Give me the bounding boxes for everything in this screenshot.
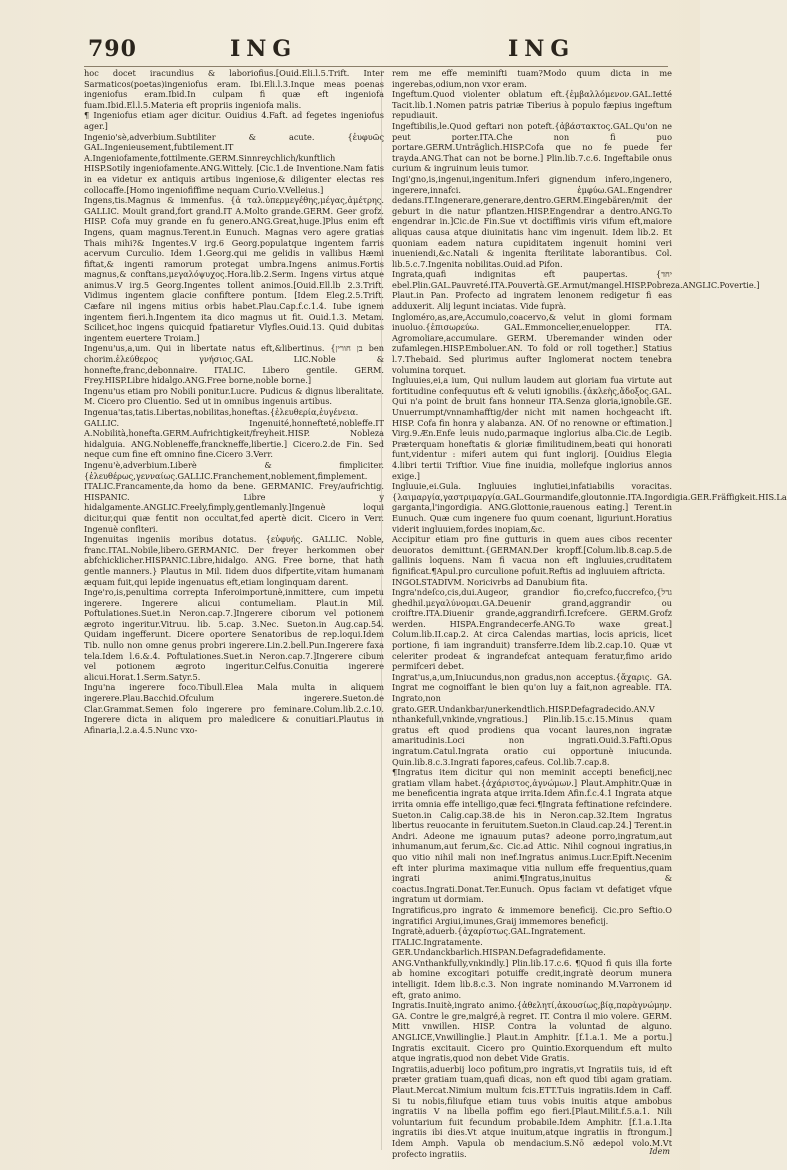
entry: Ingratè,aduerb.{ἀχαρίστως.GAL.Ingratement. ITALIC.Ingratamente. GER.Undanckbarlich.HISPAN.Defagradefidamente. ANG.Vnthankfully,vnkindly.] Plin.lib.17.c.6. ¶Quod fi quis illa forte ab homine excogitari potuiffe credit,ingratè deorum munera intelligit. Idem lib.8.c.3. Non ingrate nominando M.Varronem id eft, grato animo.: [392, 926, 672, 1000]
entry: ¶ Ingeniofus etiam ager dicitur. Ouidius 4.Faft. ad fegetes ingeniofus ager.]: [84, 110, 384, 131]
entry: Ingenuitas ingeniis moribus dotatus. {εὐφυής. GALLIC. Noble, franc.ITAL.Nobile,libero.GERMANIC. Der freyer herkommen ober abfchicklicher.HISPANIC.Libre,hidalgo. ANG. Free borne, that hath gentle manners.} Plautus in Mil. Iidem duos difpertite,vitam humanam æquam fuit,qui lepide ingenuatus eft,etiam longinquam darent.: [84, 534, 384, 587]
entry: rem me effe meminifti tuam?Modo quum dicta in me ingerebas,odium,non vxor eram.: [392, 68, 672, 89]
entry: Accipitur etiam pro fine gutturis in quem aues cibos recenter deuoratos demittunt.{GERMAN.Der kropff.[Colum.lib.8.cap.5.de gallinis loquens. Nam fi vacua non eft ingluuies,cruditatem fignificat.¶Apul.pro curculione pofuit.Reftis ad ingluuiem aftricta.: [392, 534, 672, 576]
right-column: [392, 68, 787, 1159]
entry: Ingrata,quafi indignitas eft paupertas. {יחד ebel.Plin.GAL.Pauvreté.ITA.Pouvertà.GE.Armut/mangel.HISP.Pobreza.ANGLIC.Povertie.] Plaut.in Pan. Profecto ad ingratem lenonem redigetur fi eas adduxerit. Alij legunt inciatas. Vide fuprà.: [392, 269, 760, 312]
entry: ¶Ingratus item dicitur qui non meminit accepti beneficij,nec gratiam vllam habet.{ἀχάριστος,ἀγνώμων.] Plaut.Amphitr.Quæ in me beneficentia ingrata atque irrita.Idem Afin.f.c.4.1 Ingrata atque irrita omnia effe intelligo,quæ feci.¶Ingrata feftinatione refcindere. Sueton.in Calig.cap.38.de his in Neron.cap.32.Item Ingratus libertus reuocante in feruitutem.Sueton.in Claud.cap.24.] Terent.in Andri. Adeone me ignauum putas? adeone porro,ingratum,aut inhumanum,aut ferum,&c. Cic.ad Attic. Nihil cognoui ingratius,in quo vitio nihil mali non inef.Ingratus animus.Lucr.Epift.Necenim eft inter plurima maximaque vitia nullum effe frequentius,quam ingrati animi.¶Ingratus,inuitus & coactus.Ingrati.Donat.Ter.Eunuch. Opus faciam vt defatiget vfque ingratum ut dormiam.: [392, 767, 672, 905]
entry: hoc docet iracundius & laboriofius.[Ouid.Eli.l.5.Trift. Inter Sarmaticos(poetas)ingeniofus eram. Ibi.Eli.l.3.Inque meas poenas ingeniofus eram.Ibid.In culpam fi quæ eft ingeniofa fuam.Ibid.El.l.5.Materia eft propriis ingeniofa malis.: [84, 68, 384, 110]
entry: Ingeftibilis,le.Quod geftari non poteft.{ἀβάστακτος.GAL.Qu'on ne peut porter.ITA.Che non fi puo portare.GERM.Unträglich.HISP.Cofa que no fe puede fer trayda.ANG.That can not be borne.] Plin.lib.7.c.6. Ingeftabile onus curium & ingruinum leuis tumor.: [392, 120, 672, 174]
entry: Ingens,tis.Magnus & immenfus. {ἀ ταλ.ὑπερμεγέθης,μέγας,ἀμέτρης. GALLIC. Moult grand,fort grand.IT A.Molto grande.GERM. Geer grofz. HISP. Cofa muy grande en fu genero.ANG.Great,huge.]Plus enim eft Ingens, quam magnus.Terent.in Eunuch. Magnas vero agere gratias Thais mihi?& Ingentes.V irg.6 Georg.populatque ingentem farris acervum Curculio. Idem 1.Georg.qui me gelidis in vallibus Hæmi fiftat,& ingenti ramorum protegat umbra.Ingens animus.Fortis magnus,& conftans,μεγαλόψυχος.Hora.lib.2.Serm. Ingens virtus atque animus.V irg.5 Georg.Ingentes tollent animos.[Ouid.Ell.lb 2.3.Trift. Vidimus ingentem glacie confiftere pontum. [Idem Eleg.2.5.Trift. Cæfare nil ingens mitius orbis habet.Plau.Cap.f.c.1.4. Iube ignem ingentem fieri.h.Ingentem ita dico magnus ut fit. Ouid.1.3. Metam. Scilicet,hoc ingens quicquid fpatiaretur Vlyfles.Ouid.13. Quid dubitas ingentem euertere Troiam.]: [84, 195, 384, 343]
entry: Ingratis.Inuitè,ingrato animo.{ἀθελητί,ἀκουσίως,βίᾳ,παρὰγνώμην. GA. Contre le gre,malgré,à regret. IT. Contra il mio volere. GERM. Mitt vnwillen. HISP. Contra la voluntad de alguno. ANGLICE,Vnwillinglie.] Plaut.in Amphitr. [f.1.a.1. Me a portu.] Ingratis excitauit. Cicero pro Quintio.Exorquendum eft multo atque ingratis,quod non debet Vide Gratis.: [392, 1000, 672, 1064]
entry: Ingluuies,ei,a ium, Qui nullum laudem aut gloriam fua virtute aut fortitudine confequutus eft & veluti ignobilis.{ἀκλεὴς,ἄδοξος.GAL. Qui n'a point de bruit fans honneur ITA.Senza gloria,ignobile.GE. Unuerrumpt/vnnamhafftig/der nicht mit namen hochgeacht ift. HISP. Cofa fin honra y alabanza. AN. Of no renowne or eftimation.] Virg.9.Æn.Enfe leuis nudo,parmaque inglorius alba.Cic.de Legib. Præterquam honeftatis & gloriæ fimilitudinem,beati qui honorati funt,videntur : miferi autem qui funt inglorij. [Ouidius Elegia 4.libri tertii Triftior. Viue fine inuidia, mollefque inglorius annos exige.]: [392, 375, 672, 481]
catchword: Idem: [649, 1147, 670, 1156]
entry: Ingra'ndeſco,cis,dui.Augeor, grandior fio,crefco,fuccrefco,{גדל ghedhil.μεγαλύνομαι.GA.Deuenir grand,aggrandir ou croiftre.ITA.Diuenir grande,aggrandirfi.Icrefcere. GERM.Grofz werden. HISPA.Engrandecerfe.ANG.To waxe great.] Colum.lib.II.cap.2. At circa Calendas martias, locis apricis, licet portione, fi iam ingranduit) transferre.Idem lib.2.cap.10. Quæ vt celeriter prodeat & ingrandefcat antequam feratur,fimo arido permifceri debet.: [392, 587, 672, 672]
running-head-right: ING: [508, 36, 576, 62]
entry: Inge'ro,is,penultima correpta Inferoimportunè,inmittere, cum impetu ingerere. Ingerere alicui contumeliam. Plaut.in Mil. Poftulationes.Suet.in Neron.cap.7.]Ingerere ciborum vel potionem ægroto ingeritur.Vitruu. lib. 5.cap. 3.Nec. Sueton.in Aug.cap.54. Quidam ingefferunt. Dicere oportere Senatoribus de rep.loqui.Idem Tib. nullo non omne genus probri ingerere.Lin.2.bell.Pun.Ingerere faxa tela.Idem l.6.&.4. Poftulationes.Suet.in Neron.cap.7.]Ingerere cibum vel potionem ægroto ingeritur.Celfus.Conuitia ingerere alicui.Horat.1.Serm.Satyr.5.: [84, 587, 384, 682]
header-rule: [84, 66, 668, 67]
entry: Ingeftum.Quod violenter oblatum eft.{ἐμβαλλόμενον.GAL.Ietté Tacit.lib.1.Nomen patris patriæ Tiberius à populo fæpius ingeftum repudiauit.: [392, 89, 672, 121]
entry: Ingratiis,aduerbij loco pofitum,pro ingratis,vt Ingratiis tuis, id eft præter gratiam tuam,quafi dicas, non eft quod tibi agam gratiam. Plaut.Mercat.Nimium multum fcis.ETT.Tuis ingratiis.Idem in Caff. Si tu nobis,filiufque etiam tuus vobis inuitis atque ambobus ingratiis V na libella poffim ego fieri.[Plaut.Milit.f.5.a.1. Nili voluntarium fuit fecundum probabile.Idem Amphitr. [f.1.a.1.Ita ingratiis ibi dies.Vt atque inuitum,atque ingratiis in ftrongum.] Idem Amph. Vapula ob mendacium.S.Nō ædepol volo.M.Vt profecto ingratiis.: [392, 1063, 672, 1159]
entry: Ingenu'us,a,um. Qui in libertate natus eft,&libertinus. {בן חורין ben chorim.ἐλεύθερος γνήσιος.GAL LIC.Noble & honnefte,franc,debonnaire. ITALIC. Libero gentile. GERM. Frey.HISP.Libre hidalgo.ANG.Free borne,noble borne.]: [84, 343, 384, 386]
running-head-left: ING: [230, 36, 298, 62]
entry: Ingluuie,ei.Gula. Ingluuies inglutiei,infatiabilis voracitas.{λαιμαργία,γαστριμαργία.GAL.Gourmandife,gloutonnie.ITA.Ingordigia.GER.Fräffigkeit.HIS.La garganta,l'ingordigia. ANG.Glottonie,rauenous eating.] Terent.in Eunuch. Quæ cum ingenere fuo quum coenant, liguriunt.Horatius viderit ingluuiem,fordes inopiam,&c.: [392, 481, 787, 534]
entry: Ingenua'tas,tatis.Libertas,nobilitas,honeftas.{ἐλευθερία,ἐυγένεια. GALLIC. Ingenuité,honnefteté,nobleffe.IT A.Nobilità,honefta.GERM.Aufrichtigkeit/freyheit.HISP. Nobleza hidalguia. ANG.Nobleneffe,franckneffe,libertie.] Cicero.2.de Fin. Sed neque cum fine eft omnino fine.Cicero 3.Verr.: [84, 407, 384, 460]
entry: Ingratificus,pro ingrato & immemore beneficij. Cic.pro Seftio.O ingratifici Argiui,imunes,Graij immemores beneficij.: [392, 904, 672, 926]
entry: INGOLSTADIVM. Noricivrbs ad Danubium fita.: [392, 576, 588, 587]
page-header: [0, 36, 700, 66]
left-column: [84, 68, 384, 1153]
entry: Ingenu'us etiam pro Nobili ponitur.Lucre. Pudicus & dignus liberalitate. M. Cicero pro Cluentio. Sed ut in omnibus ingenuis artibus.: [84, 385, 384, 407]
entry: Ingu'na ingerere foco.Tibull.Elea Mala multa in aliquem ingerere.Plau.Bacchid.Ofculum ingerere.Sueton.de Clar.Grammat.Semen folo ingerere pro feminare.Colum.lib.2.c.10. Ingerere dicta in aliquem pro maledicere & conuitiari.Plautus in Afinaria,l.2.a.4.5.Nunc vxo-: [84, 682, 384, 735]
entry: Ingenu'è,adverbium.Liberè & fimpliciter.{ἐλευθέρως,γενναίως.GALLIC.Franchement,noblement,fimplement. ITALIC.Francamente,da homo da bene. GERMANIC. Frey/aufrichtig. HISPANIC. Libre y hidalgamente.ANGLIC.Freely,fimply,gentlemanly.]Ingenuè loqui dicitur,qui quæ fentit non occultat,fed apertè dicit. Cicero in Verr. Ingenuè conflteri.: [84, 459, 384, 534]
entry: Ingenio'sè,adverbium.Subtiliter & acute. {ἐυφυῶς GAL.Ingenieusement,fubtilement.IT A.Ingeniofamente,fottilmente.GERM.Sinnreychlich/kunftlich HISP.Sotily ingeniofamente.ANG.Wittely. [Cic.1.de Inventione.Nam fatis in ea videtur ex antiquis artibus ingeniose,& diligenter electas res collocaffe.[Homo ingeniofiffime nequam Curio.V.Velleius.]: [84, 131, 384, 195]
entry: Ingloméro,as,are,Accumulo,coacervo,& velut in glomi formam inuoluo.{ἐπισωρεύω. GAL.Emmoncelier,enuelopper. ITA. Agromoliare,accumulare. GERM. Uberemander winden oder zufamlegen.HISP.Emboluer.AN. To fold or roll together.] Statius l.7.Thebaid. Sed plurimus aufter Inglomerat noctem tenebra volumina torquet.: [392, 311, 672, 375]
page-number: 790: [88, 36, 137, 62]
entry: Ingi'gno,is,ingenui,ingenitum.Inferi gignendum infero,ingenero, ingerere,innafci. ἐμφύω.GAL.Engendrer dedans.IT.Ingenerare,generare,dentro.GERM.Eingebären/mit der geburt in die natur pflantzen.HISP.Engendrar a dentro.ANG.To engendrar in.]Cic.de Fin.Sue vt doctiffimis viris vifum eft,maiore aliquas causa atque diuinitatis hanc vim ingenuit. Idem lib.2. Et quoniam eadem natura cupiditatem ingenuit homini veri inueniendi,&c.Natali & ingenita fterilitate laborantibus. Col. lib.5.c.7.Ingenita nobilitas.Ouid.ad Pifon.: [392, 173, 672, 269]
column-gutter: [381, 70, 382, 1150]
entry: Ingrat'us,a,um,Iniucundus,non gradus,non acceptus.{ἄχαρις. GA. Ingrat me cognoiffant le bien qu'on luy a fait,non agreable. ITA. Ingrato,non grato.GER.Undankbar/unerkendtlich.HISP.Defagradecido.AN.V nthankefull,vnkinde,vngratious.] Plin.lib.15.c.15.Minus quam gratus eft quod prodiens qua vocant laures,non ingratæ amaritudinis.Loci non ingrati.Ouid.3.Fafti.Opus ingratum.Catul.Ingrata oratio cui opportunè iniucunda. Quin.lib.8.c.3.Ingrati fapores,cafeus. Col.lib.7.cap.8.: [392, 671, 672, 767]
